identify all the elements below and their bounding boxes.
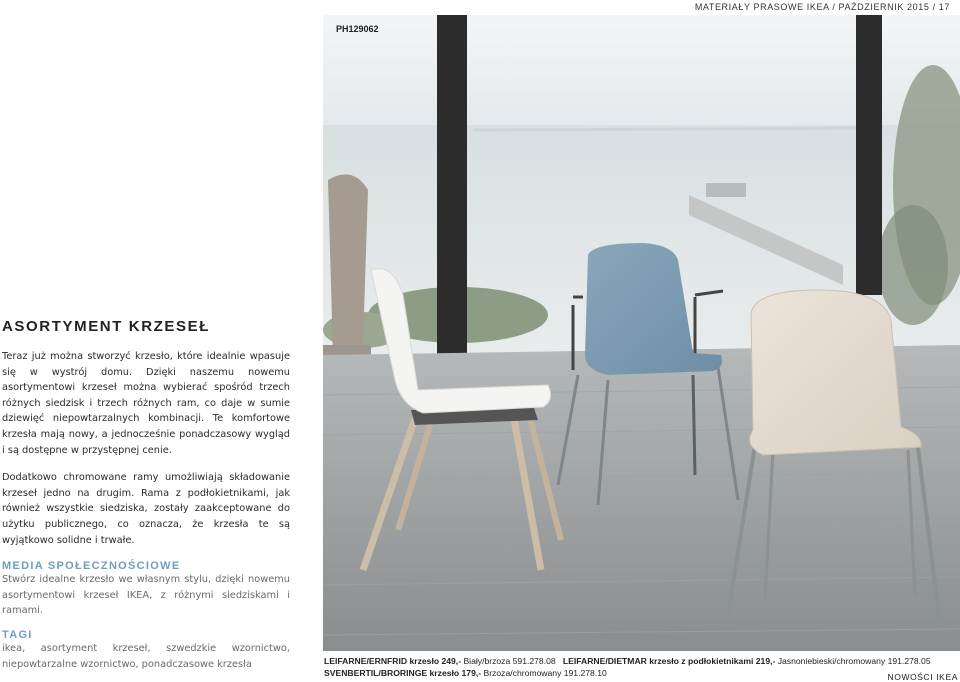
article-column — [2, 318, 290, 682]
chairs-illustration — [323, 15, 960, 651]
caption-2-name: LEIFARNE/DIETMAR krzesło z podłokietnikami 219,- — [562, 656, 776, 666]
photo-id: PH129062 — [336, 24, 379, 34]
footer-section: NOWOŚCI IKEA — [887, 672, 958, 682]
publication-header: MATERIAŁY PRASOWE IKEA / PAŹDZIERNIK 2015 / 17 — [694, 2, 950, 12]
caption-3-detail: Brzoza/chromowany 191.278.10 — [481, 667, 607, 678]
tags-heading: TAGI — [2, 628, 33, 641]
article-paragraph-2: Dodatkowo chromowane ramy umożliwiają składowanie krzeseł jedno na drugim. Rama z podłokietnikami, jak również wszystkie siedziska, zostały zaakceptowane do użytku publicznego, co oznacza, że krzesła te są wyjątkowo solidne i trwałe. — [2, 472, 290, 546]
social-heading: MEDIA SPOŁECZNOŚCIOWE — [2, 560, 181, 573]
chairs-photo — [323, 15, 960, 651]
caption-1-detail: Biały/brzoza 591.278.08 — [461, 656, 556, 666]
caption-1-name: LEIFARNE/ERNFRID krzesło 249,- — [324, 656, 462, 666]
tags-text: ikea, asortyment krzeseł, szwedzkie wzornictwo, niepowtarzalne wzornictwo, ponadczasowe krzesła — [2, 642, 290, 670]
caption-3-name: SVENBERTIL/BRORINGE krzesło 179,- — [324, 667, 482, 678]
photo-captions — [324, 656, 954, 679]
article-paragraph-1: Teraz już można stworzyć krzesło, które idealnie wpasuje się w wystrój domu. Dzięki naszemu nowemu asortymentowi krzeseł można wybierać spośród trzech różnych siedzisk i trzech różnych ram, co daje w sumie dziewięć niepowtarzalnych kombinacji. Te komfortowe krzesła mają nowy, a jednocześnie ponadczasowy wygląd i są dostępne w przystępnej cenie. — [2, 351, 290, 456]
article-title: ASORTYMENT KRZESEŁ — [2, 318, 210, 335]
caption-2-detail: Jasnoniebieski/chromowany 191.278.05 — [775, 656, 931, 666]
social-text: Stwórz idealne krzesło we własnym stylu, dzięki nowemu asortymentowi krzeseł IKEA, z różnymi siedziskami i ramami. — [2, 574, 290, 617]
